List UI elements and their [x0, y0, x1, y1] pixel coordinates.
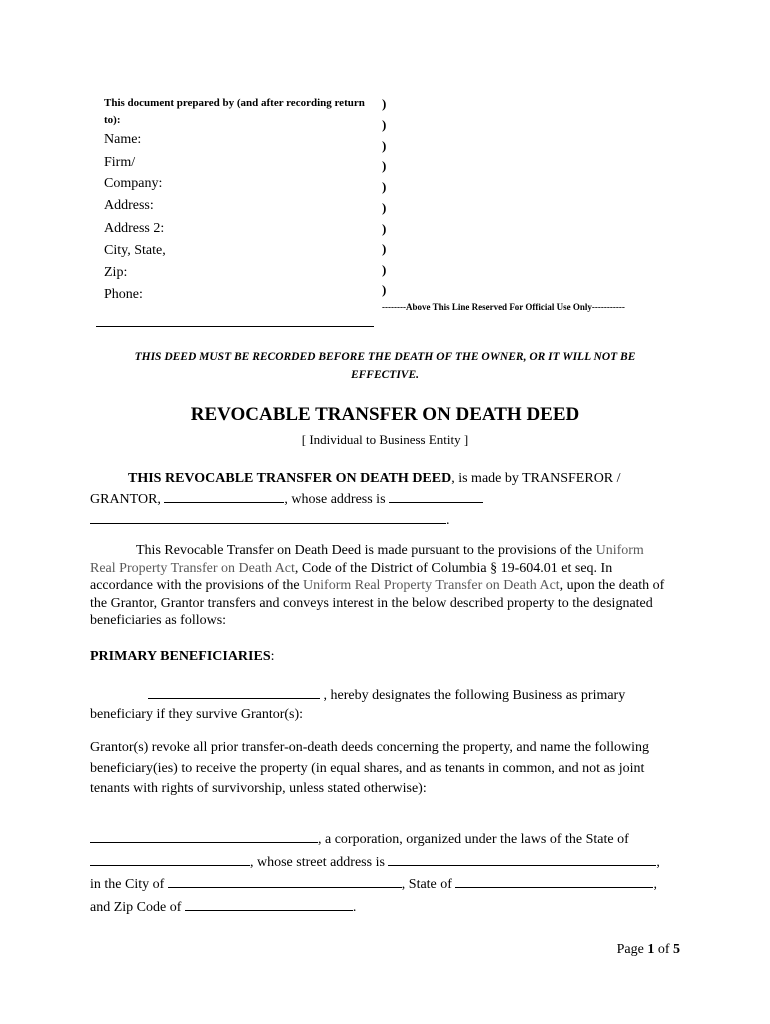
bracket-paren: ): [382, 262, 387, 277]
official-use-line: --------Above This Line Reserved For Official Use Only-----------: [382, 302, 625, 312]
field-name-label: Name:: [104, 132, 142, 147]
corp-text-2: , whose street address is: [250, 854, 385, 870]
bracket-paren: ): [382, 117, 387, 132]
revoke-paragraph: Grantor(s) revoke all prior transfer-on-death deeds concerning the property, and name the following beneficiary(ies) to receive the property (in equal shares, and as tenants in common, and not as joint tenants with rights of survivorship, unless stated otherwise):: [90, 740, 649, 796]
corporation-state-blank[interactable]: [90, 851, 250, 866]
primary-beneficiaries-heading: [90, 649, 670, 665]
field-address-label: Address:: [104, 198, 154, 213]
document-subtitle: [ Individual to Business Entity ]: [301, 432, 469, 447]
bracket-paren: ): [382, 96, 387, 111]
bracket-paren: ): [382, 200, 387, 215]
street-address-blank[interactable]: [388, 851, 656, 866]
field-zip-label: Zip:: [104, 265, 128, 280]
bracket-paren: ): [382, 158, 387, 173]
designates-paragraph: [90, 684, 670, 724]
pursuant-text-1: This Revocable Transfer on Death Deed is made pursuant to the provisions of the: [136, 543, 593, 558]
primary-heading-colon: :: [270, 649, 275, 664]
act-reference-1: Uniform Real Property Transfer on Death Act: [90, 543, 644, 576]
designates-text: , hereby designates the following Business as primary beneficiary if they survive Grantor(s):: [90, 688, 626, 722]
field-phone-label: Phone:: [104, 287, 143, 302]
bracket-paren: ): [382, 221, 387, 236]
page-total: 5: [673, 942, 680, 957]
city-blank[interactable]: [168, 873, 402, 888]
page-of-label: of: [657, 942, 670, 957]
corp-text-5: , State of: [401, 877, 452, 892]
page-current: 1: [647, 942, 655, 957]
grantor-address-blank-2[interactable]: [90, 509, 446, 524]
intro-end: .: [446, 513, 450, 528]
intro-paragraph: [90, 470, 670, 530]
field-address2-label: Address 2:: [104, 221, 165, 236]
recording-warning: THIS DEED MUST BE RECORDED BEFORE THE DEATH OF THE OWNER, OR IT WILL NOT BE EFFECTIVE.: [134, 351, 636, 381]
intro-text-1: , is made by TRANSFEROR / GRANTOR,: [90, 471, 621, 507]
pursuant-text-2: , Code of the District of Columbia § 19-604.01 et seq. In accordance with the provisions of the: [90, 560, 613, 593]
corp-text-6: ,: [653, 877, 657, 892]
grantor-designate-blank[interactable]: [148, 684, 320, 699]
grantor-name-blank[interactable]: [164, 488, 284, 503]
act-reference-2: Uniform Real Property Transfer on Death Act: [303, 578, 560, 593]
pursuant-paragraph: [90, 542, 670, 630]
prepared-by-heading: This document prepared by (and after recording return to):: [104, 97, 365, 126]
field-city-state-label: City, State,: [104, 243, 166, 258]
field-company-label: Company:: [104, 176, 163, 191]
corporation-block: [90, 828, 670, 918]
divider-line: [96, 326, 374, 327]
corp-text-8: .: [352, 899, 357, 915]
document-title: REVOCABLE TRANSFER ON DEATH DEED: [190, 404, 580, 425]
corp-text-4: in the City of: [90, 877, 165, 892]
pursuant-text-3: , upon the death of the Grantor, Grantor transfers and conveys interest in the below described property to the designated beneficiaries as follows:: [90, 578, 665, 628]
bracket-paren: ): [382, 179, 387, 194]
page-number: [617, 942, 680, 958]
bracket-paren: ): [382, 241, 387, 256]
intro-bold: THIS REVOCABLE TRANSFER ON DEATH DEED: [128, 471, 452, 486]
bracket-paren: ): [382, 138, 387, 153]
zip-blank[interactable]: [185, 896, 353, 911]
intro-text-2: , whose address is: [284, 492, 386, 507]
corp-text-3: ,: [656, 854, 660, 870]
state-blank[interactable]: [455, 873, 653, 888]
primary-heading-text: PRIMARY BENEFICIARIES: [90, 649, 271, 664]
grantor-address-blank[interactable]: [389, 488, 483, 503]
page-label: Page: [616, 942, 644, 957]
corp-text-7: and Zip Code of: [90, 899, 182, 915]
corp-text-1: , a corporation, organized under the laws of the State of: [318, 832, 629, 847]
bracket-paren: ): [382, 282, 387, 297]
field-firm-label: Firm/: [104, 155, 136, 170]
corporation-name-blank[interactable]: [90, 828, 318, 843]
